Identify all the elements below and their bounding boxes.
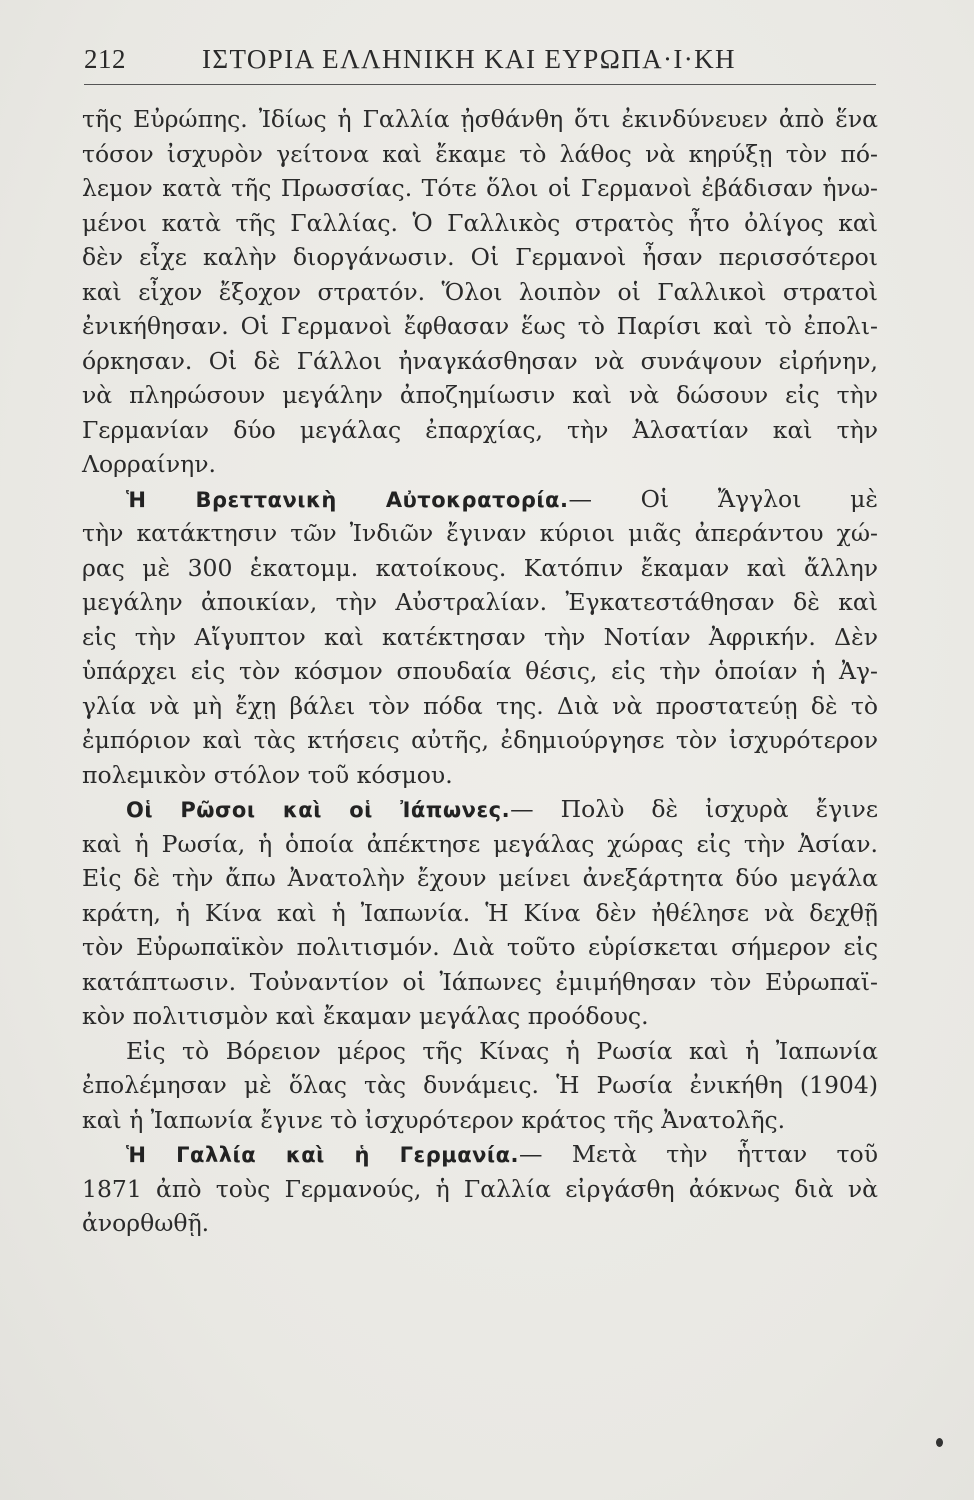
- text-line: ρας μὲ 300 ἑκατομμ. κατοίκους. Κατόπιν ἔκαμαν καὶ ἄλλην: [82, 553, 878, 582]
- section-heading-line: [82, 1137, 878, 1172]
- text-line: ἐμπόριον καὶ τὰς κτήσεις αὐτῆς, ἐδημιούργησε τὸν ἰσχυρότερον: [82, 726, 878, 754]
- text-line: Γερμανίαν δύο μεγάλας ἐπαρχίας, τὴν Ἀλσατίαν καὶ τὴν: [82, 415, 878, 444]
- text-line: δὲν εἶχε καλὴν διοργάνωσιν. Οἱ Γερμανοὶ ἦσαν περισσότεροι: [82, 243, 878, 271]
- section-heading: Ἡ Γαλλία καὶ ἡ Γερμανία.: [126, 1143, 520, 1167]
- text-line: Εἰς τὸ Βόρειον μέρος τῆς Κίνας ἡ Ρωσία καὶ ἡ Ἰαπωνία: [126, 1036, 878, 1065]
- text-line: καὶ ἡ Ρωσία, ἡ ὁποία ἀπέκτησε μεγάλας χώρας εἰς τὴν Ἀσίαν.: [82, 829, 878, 858]
- text-line: Εἰς δὲ τὴν ἄπω Ἀνατολὴν ἔχουν μείνει ἀνεξάρτητα δύο μεγάλα: [82, 864, 878, 892]
- text-line: τὸν Εὐρωπαϊκὸν πολιτισμόν. Διὰ τοῦτο εὑρίσκεται σήμερον εἰς: [82, 933, 878, 961]
- text-line: πολεμικὸν στόλον τοῦ κόσμου.: [82, 760, 453, 789]
- text-line: όρκησαν. Οἱ δὲ Γάλλοι ἠναγκάσθησαν νὰ συνάψουν εἰρήνην,: [82, 346, 878, 375]
- text-line: λεμον κατὰ τῆς Πρωσσίας. Τότε ὅλοι οἱ Γερμανοὶ ἐβάδισαν ἡνω-: [82, 174, 878, 202]
- text-line: τὴν κατάκτησιν τῶν Ἰνδιῶν ἔγιναν κύριοι μιᾶς ἀπεράντου χώ-: [82, 519, 878, 547]
- text-line: Λορραίνην.: [82, 450, 216, 478]
- section-heading: Ἡ Βρεττανικὴ Αὐτοκρατορία.: [126, 487, 569, 512]
- heading-continuation: — Πολὺ δὲ ἰσχυρὰ ἔγινε: [510, 795, 878, 823]
- text-line: μένοι κατὰ τῆς Γαλλίας. Ὁ Γαλλικὸς στρατὸς ἦτο ὀλίγος καὶ: [82, 208, 878, 237]
- section-heading-line: [82, 792, 878, 827]
- text-line: μεγάλην ἀποικίαν, τὴν Αὐστραλίαν. Ἐγκατεστάθησαν δὲ καὶ: [82, 588, 878, 616]
- section-heading: Οἱ Ρῶσοι καὶ οἱ Ἰάπωνες.: [126, 798, 511, 822]
- section-british-empire: [82, 482, 878, 793]
- text-line: ἐπολέμησαν μὲ ὅλας τὰς δυνάμεις. Ἡ Ρωσία ἐνικήθη (1904): [82, 1071, 878, 1099]
- text-line: ἐνικήθησαν. Οἱ Γερμανοὶ ἔφθασαν ἕως τὸ Παρίσι καὶ τὸ ἐπολι-: [82, 312, 878, 340]
- text-line: ὑπάρχει εἰς τὸν κόσμον σπουδαία θέσις, εἰς τὴν ὁποίαν ἡ Ἀγ-: [82, 657, 878, 685]
- text-line: γλία νὰ μὴ ἔχῃ βάλει τὸν πόδα της. Διὰ νὰ προστατεύῃ δὲ τὸ: [82, 691, 878, 720]
- text-line: κατάπτωσιν. Τοὐναντίον οἱ Ἰάπωνες ἐμιμήθησαν τὸν Εὐρωπαϊ-: [82, 967, 878, 996]
- running-title: ΙΣΤΟΡΙΑ ΕΛΛΗΝΙΚΗ ΚΑΙ ΕΥΡΩΠΑ·Ι·ΚΗ: [202, 44, 736, 74]
- text-line: καὶ εἶχον ἔξοχον στρατόν. Ὅλοι λοιπὸν οἱ Γαλλικοὶ στρατοὶ: [82, 277, 878, 306]
- text-line: 1871 ἀπὸ τοὺς Γερμανούς, ἡ Γαλλία εἰργάσθη ἀόκνως διὰ νὰ: [82, 1174, 878, 1203]
- page-number: 212: [84, 44, 126, 74]
- page-header: [84, 40, 876, 85]
- section-russians-japanese: [82, 792, 878, 1137]
- text-line: κράτη, ἡ Κίνα καὶ ἡ Ἰαπωνία. Ἡ Κίνα δὲν ἠθέλησε νὰ δεχθῇ: [82, 898, 878, 927]
- text-line: τόσον ἰσχυρὸν γείτονα καὶ ἔκαμε τὸ λάθος νὰ κηρύξῃ τὸν πό-: [82, 139, 878, 168]
- section-france-germany: [82, 1137, 878, 1241]
- heading-continuation: — Οἱ Ἄγγλοι μὲ: [568, 484, 878, 513]
- text-line: καὶ ἡ Ἰαπωνία ἔγινε τὸ ἰσχυρότερον κράτος τῆς Ἀνατολῆς.: [82, 1105, 786, 1134]
- ink-speck: [936, 1438, 943, 1447]
- body-text: [82, 102, 878, 1241]
- paragraph-france-prussia: [82, 102, 878, 482]
- text-line: κὸν πολιτισμὸν καὶ ἔκαμαν μεγάλας προόδους.: [82, 1002, 649, 1030]
- heading-continuation: — Μετὰ τὴν ἧτταν τοῦ: [519, 1140, 878, 1168]
- text-line: τῆς Εὐρώπης. Ἰδίως ἡ Γαλλία ᾐσθάνθη ὅτι ἐκινδύνευεν ἀπὸ ἕνα: [82, 105, 878, 133]
- text-line: εἰς τὴν Αἴγυπτον καὶ κατέκτησαν τὴν Νοτίαν Ἀφρικήν. Δὲν: [82, 622, 878, 651]
- section-heading-line: [82, 482, 878, 517]
- text-line: ἀνορθωθῇ.: [82, 1209, 210, 1237]
- text-line: νὰ πληρώσουν μεγάλην ἀποζημίωσιν καὶ νὰ δώσουν εἰς τὴν: [82, 381, 878, 409]
